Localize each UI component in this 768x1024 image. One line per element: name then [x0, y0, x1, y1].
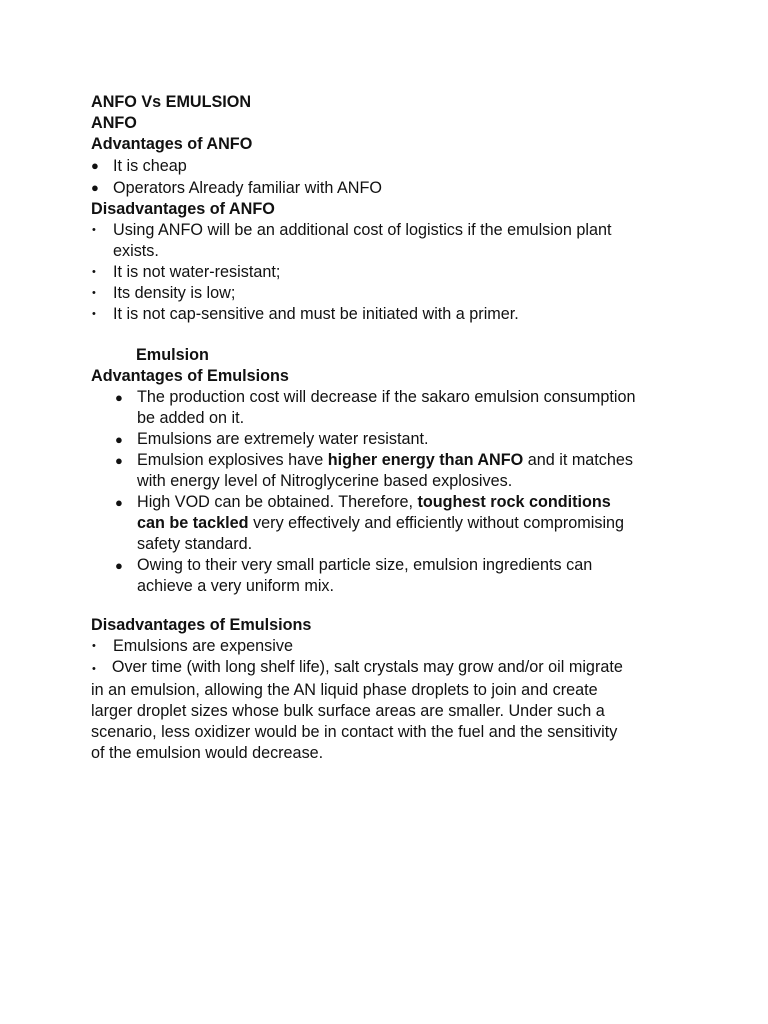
emulsion-disadvantages-list — [91, 636, 691, 657]
anfo-disadvantages-list — [91, 220, 691, 325]
document-page — [91, 92, 691, 764]
anfo-advantages-list — [91, 155, 691, 199]
anfo-advantages-heading: Advantages of ANFO — [91, 135, 253, 153]
bullet-icon: ● — [91, 158, 99, 173]
list-item: ● Operators Already familiar with ANFO — [91, 179, 382, 197]
bold-phrase: higher energy than ANFO — [327, 451, 524, 469]
bullet-icon: • — [92, 308, 96, 320]
list-item: • It is not cap-sensitive and must be initiated with a primer. — [92, 305, 519, 323]
bold-phrase: can be tackled — [137, 514, 249, 532]
list-item: ● Owing to their very small particle size, emulsion ingredients can achieve a very uniform mix. — [115, 556, 593, 595]
list-item: ● High VOD can be obtained. Therefore, toughest rock conditions can be tackled very effectively and efficiently without compromising safety standard. — [115, 493, 625, 553]
emulsion-disadvantage-paragraph: • Over time (with long shelf life), salt crystals may grow and/or oil migrate in an emulsion, allowing the AN liquid phase droplets to join and create larger droplet sizes whose bulk surface areas are smaller. Under such a scenario, less oxidizer would be in contact with the fuel and the sensitivity of the emulsion would decrease. — [91, 658, 623, 762]
bullet-icon: ● — [115, 390, 123, 405]
anfo-heading: ANFO — [91, 114, 137, 132]
list-item: ● It is cheap — [91, 157, 187, 175]
emulsion-disadvantages-heading: Disadvantages of Emulsions — [91, 616, 312, 634]
bullet-icon: ● — [115, 453, 123, 468]
emulsion-advantages-list — [91, 387, 691, 597]
bullet-icon: • — [92, 224, 96, 236]
bold-phrase: toughest rock conditions — [417, 493, 611, 511]
list-item: ● Emulsion explosives have higher energy than ANFO and it matches with energy level of Nitroglycerine based explosives. — [115, 451, 633, 490]
emulsion-heading: Emulsion — [136, 346, 209, 364]
document-title: ANFO Vs EMULSION — [91, 93, 252, 111]
list-item: ● The production cost will decrease if the sakaro emulsion consumption be added on it. — [115, 388, 636, 427]
emulsion-advantages-heading: Advantages of Emulsions — [91, 367, 289, 385]
list-item: • Using ANFO will be an additional cost of logistics if the emulsion plant exists. — [92, 221, 612, 260]
bullet-icon: • — [92, 266, 96, 278]
bullet-icon: • — [92, 663, 96, 675]
bullet-icon: ● — [115, 558, 123, 573]
list-item: ● Emulsions are extremely water resistant. — [115, 429, 691, 450]
bullet-icon: ● — [115, 432, 123, 447]
bullet-icon: ● — [91, 180, 99, 195]
anfo-disadvantages-heading: Disadvantages of ANFO — [91, 200, 275, 218]
bullet-icon: ● — [115, 495, 123, 510]
bullet-icon: • — [92, 287, 96, 299]
list-item: • Its density is low; — [92, 284, 236, 302]
bullet-icon: • — [92, 640, 96, 652]
list-item: • Emulsions are expensive — [92, 637, 293, 655]
list-item: • It is not water-resistant; — [92, 263, 281, 281]
